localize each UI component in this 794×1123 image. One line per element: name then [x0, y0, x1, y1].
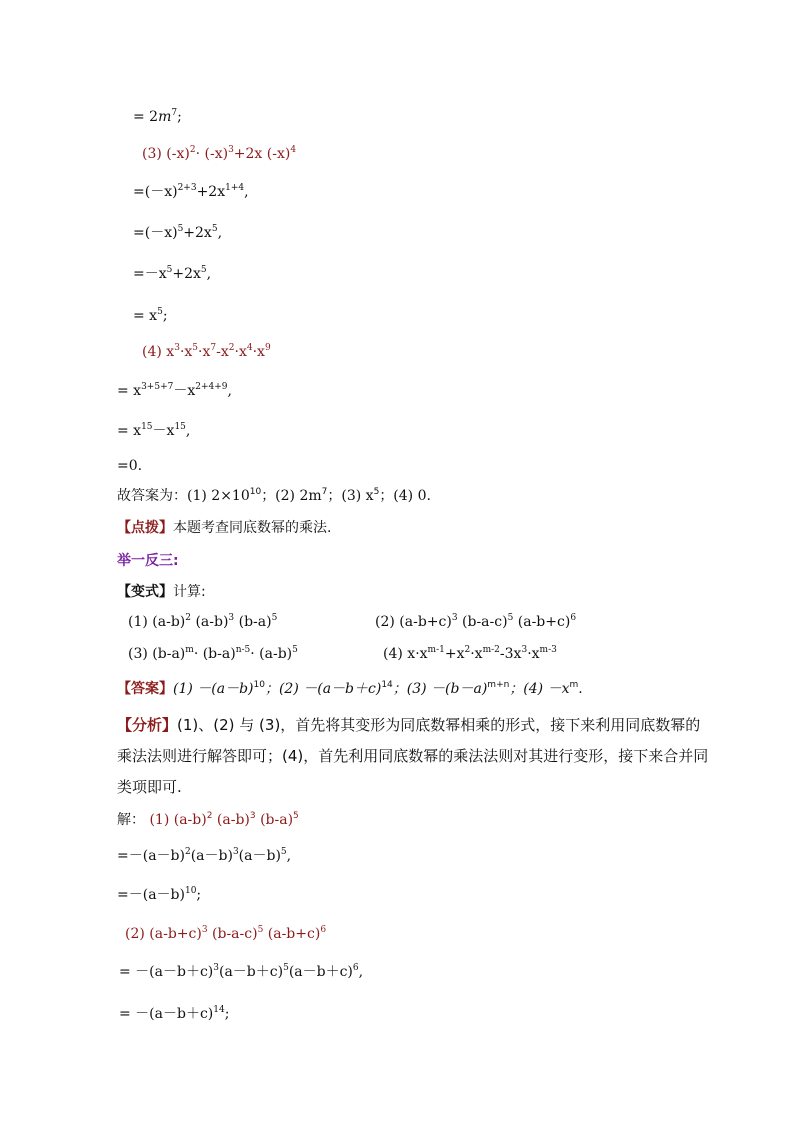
analysis-line-3: 类项即可. [117, 778, 182, 796]
exponent: 3 [451, 613, 458, 623]
answer-summary [117, 487, 431, 505]
term: x [166, 344, 175, 360]
step-line [117, 382, 232, 400]
term: ·x [198, 344, 211, 360]
analysis-line-1 [117, 716, 700, 734]
term: (-x) [166, 146, 190, 162]
problem-3-expression [142, 145, 296, 163]
punct: ; [196, 887, 202, 903]
term: (b-a) [202, 646, 236, 662]
answer-item: ；(4) －x [509, 681, 570, 697]
punct: , [227, 383, 232, 399]
solution-prefix: 解： [117, 812, 145, 828]
exponent: 15 [141, 422, 153, 432]
term: (a-b+c) [399, 614, 452, 630]
term: (b-a) [260, 812, 294, 828]
term: +2x [196, 184, 226, 200]
problem-4-expression [142, 343, 271, 361]
exponent: 3 [228, 145, 234, 155]
question-label: (3) [128, 646, 148, 662]
tip-text: 本题考查同底数幂的乘法. [173, 520, 332, 536]
dot: · [193, 646, 199, 662]
term: (a-b+c) [149, 926, 202, 942]
answer-item: ；(2) 2m [261, 488, 322, 504]
exponent: 2 [228, 343, 235, 353]
question-label: (4) [383, 646, 403, 662]
term: +2x [183, 225, 212, 241]
term: ·x [234, 344, 247, 360]
punct: . [578, 681, 583, 697]
exponent: m+n [487, 680, 510, 690]
exponent: 14 [381, 680, 393, 690]
answer-tag: 【答案】 [117, 681, 173, 697]
answer-item: ；(2) －(a－b＋c) [264, 681, 382, 697]
step-line [117, 422, 190, 440]
exponent: 2 [206, 811, 213, 821]
exponent: 3 [213, 963, 219, 973]
exponent: 10 [249, 487, 262, 497]
term: (a-b) [216, 812, 250, 828]
exponent: 5 [373, 487, 380, 497]
exponent: 5 [257, 925, 264, 935]
analysis-line-2: 乘法法则进行解答即可；(4)，首先利用同底数幂的乘法法则对其进行变形，接下来合并同 [117, 747, 709, 765]
step-line [119, 963, 363, 981]
question-2 [375, 613, 576, 631]
exponent: 6 [570, 613, 577, 623]
problem-label: (1) [149, 812, 170, 828]
exponent: 10 [184, 886, 197, 896]
term: =－(a－b) [117, 887, 185, 903]
exponent: 9 [264, 343, 271, 353]
answer-item: ；(4) 0. [379, 488, 431, 504]
term: ·x [179, 344, 193, 360]
exponent: 2 [189, 145, 196, 155]
exponent: 5 [271, 613, 278, 623]
exponent: 7 [321, 487, 328, 497]
term: (b-a) [152, 646, 186, 662]
solution-2-expression [125, 925, 326, 943]
term: +2x [172, 266, 201, 282]
punct: ; [162, 308, 168, 324]
exponent: 3 [521, 645, 528, 655]
variant-text: 计算: [173, 584, 206, 600]
punct: , [358, 964, 364, 980]
step-line [117, 886, 201, 904]
question-3 [128, 645, 298, 663]
term: +x [444, 646, 465, 662]
step-line [133, 183, 249, 201]
exponent: 5 [293, 811, 299, 821]
problem-label: (2) [125, 926, 145, 942]
punct: , [185, 423, 191, 439]
exponent: 1+4 [225, 183, 245, 193]
exponent: 5 [166, 265, 173, 275]
exponent: 10 [253, 680, 265, 690]
step-line [133, 265, 211, 283]
exponent: 7 [210, 343, 217, 353]
term: －x [173, 383, 196, 399]
term: =(－x) [133, 225, 178, 241]
eq-line-2m7 [133, 108, 182, 126]
exponent: m-3 [539, 645, 557, 655]
term: (a-b) [259, 646, 293, 662]
exponent: 5 [292, 645, 298, 655]
exponent: m-2 [482, 645, 500, 655]
tip-line [117, 519, 331, 537]
exponent: 4 [246, 343, 253, 353]
term: -3x [499, 646, 522, 662]
answer-item: ；(3) x [327, 488, 374, 504]
step-line [117, 457, 142, 475]
term: =0. [117, 458, 143, 474]
term: (b-a) [238, 614, 272, 630]
answer-prefix: 故答案为： [117, 488, 187, 504]
section-heading: 举一反三: [117, 553, 179, 569]
exponent: 5 [280, 847, 287, 857]
answer-item: (1) －(a－b) [173, 681, 254, 697]
term: (a-b) [173, 812, 207, 828]
step-line [117, 847, 291, 865]
exponent: m [185, 645, 194, 655]
exponent: 2 [185, 613, 191, 623]
exponent: 3+5+7 [141, 382, 174, 392]
term: +2x [233, 146, 263, 162]
term: ·x [527, 646, 540, 662]
dot: · [250, 646, 255, 662]
term: ·x [252, 344, 265, 360]
exponent: m-1 [427, 645, 445, 655]
term: (a-b+c) [517, 614, 571, 630]
exponent: 7 [171, 108, 178, 118]
step-line [133, 307, 168, 325]
term: (a－b＋c) [288, 964, 353, 980]
eq-text: = 2 [133, 109, 159, 125]
question-label: (1) [128, 614, 148, 630]
term: =－(a－b) [117, 848, 185, 864]
question-label: (2) [375, 614, 395, 630]
answer-item: ；(3) －(b－a) [392, 681, 488, 697]
term: (a－b) [238, 848, 281, 864]
exponent: 5 [157, 307, 163, 317]
punct: , [286, 848, 292, 864]
analysis-tag: 【分析】 [117, 716, 178, 734]
problem-label: (3) [142, 146, 162, 162]
exponent: 14 [213, 1005, 225, 1015]
term: －x [152, 423, 175, 439]
term: -x [216, 344, 229, 360]
exponent: 3 [228, 613, 235, 623]
exponent: 3 [201, 925, 208, 935]
question-1 [128, 613, 277, 631]
var-m: m [158, 109, 172, 125]
exponent: 3 [249, 811, 256, 821]
exponent: 2 [184, 847, 191, 857]
exponent: 2+4+9 [195, 382, 228, 392]
problem-label: (4) [142, 344, 162, 360]
term: (a－b) [190, 848, 233, 864]
dot: · [195, 146, 201, 162]
step-line [119, 1005, 229, 1023]
exponent: 5 [211, 224, 218, 234]
variant-tag: 【变式】 [117, 584, 173, 600]
term: = －(a－b＋c) [119, 1006, 214, 1022]
answer-line [117, 680, 583, 698]
exponent: n-5 [235, 645, 251, 655]
punct: , [244, 184, 249, 200]
term: = x [117, 383, 142, 399]
punct: ; [177, 109, 182, 125]
solution-1-expression [117, 811, 299, 829]
term: (a-b) [195, 614, 229, 630]
exponent: 4 [290, 145, 297, 155]
term: = x [133, 308, 158, 324]
exponent: m [569, 680, 579, 690]
variant-line [117, 583, 206, 601]
term: = －(a－b＋c) [119, 964, 214, 980]
term: =－x [133, 266, 167, 282]
term: (-x) [266, 146, 291, 162]
term: (b-a-c) [462, 614, 508, 630]
exponent: 5 [507, 613, 514, 623]
term: (-x) [204, 146, 229, 162]
tip-tag: 【点拨】 [117, 520, 173, 536]
punct: ; [224, 1006, 230, 1022]
exponent: 6 [320, 925, 327, 935]
term: = x [117, 423, 142, 439]
term: =(－x) [133, 184, 178, 200]
exponent: 5 [192, 343, 199, 353]
exponent: 6 [352, 963, 359, 973]
exponent: 5 [177, 224, 184, 234]
term: (a-b) [152, 614, 186, 630]
exponent: 3 [232, 847, 239, 857]
term: (b-a-c) [212, 926, 258, 942]
exponent: 5 [200, 265, 207, 275]
exponent: 2+3 [177, 183, 197, 193]
exponent: 5 [283, 963, 289, 973]
exponent: 3 [174, 343, 180, 353]
term: x·x [407, 646, 428, 662]
punct: , [206, 266, 212, 282]
term: (a－b＋c) [219, 964, 284, 980]
analysis-text: (1)、(2) 与 (3)，首先将其变形为同底数幂相乘的形式，接下来利用同底数幂的 [177, 716, 701, 734]
exponent: 15 [174, 422, 186, 432]
exponent: 2 [464, 645, 471, 655]
question-4 [383, 645, 557, 663]
answer-item: (1) 2×10 [187, 488, 250, 504]
punct: , [217, 225, 223, 241]
term: ·x [470, 646, 483, 662]
term: (a-b+c) [267, 926, 321, 942]
step-line [133, 224, 222, 242]
